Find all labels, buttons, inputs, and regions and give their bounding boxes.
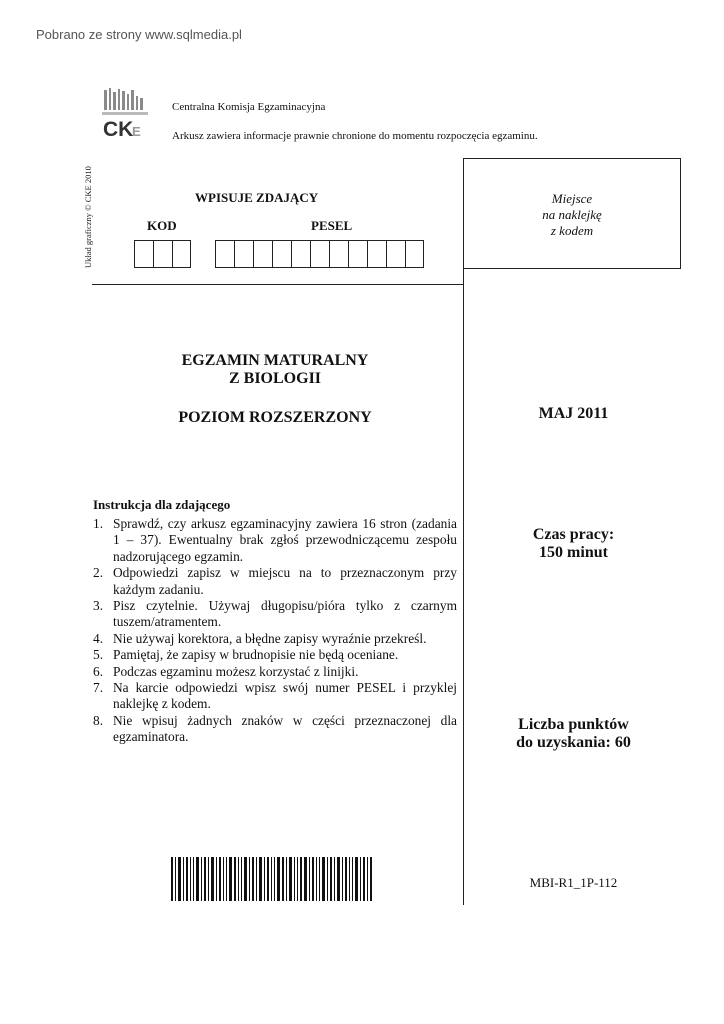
kod-boxes[interactable]: [134, 240, 191, 268]
sticker-text-line2: na naklejkę: [542, 207, 602, 222]
item-number: 8.: [93, 712, 104, 728]
item-text: Nie wpisuj żadnych znaków w części przeznaczonej dla egzaminatora.: [113, 712, 457, 745]
svg-text:E: E: [132, 124, 141, 139]
kod-cell[interactable]: [153, 240, 172, 268]
pesel-cell[interactable]: [348, 240, 367, 268]
item-text: Na karcie odpowiedzi wpisz swój numer PESEL i przyklej naklejkę z kodem.: [113, 680, 457, 712]
list-item: [93, 647, 457, 663]
sticker-text-line3: z kodem: [550, 223, 594, 238]
pesel-cell[interactable]: [215, 240, 234, 268]
time-label: Czas pracy:: [532, 526, 615, 543]
item-text: Pamiętaj, że zapisy w brudnopisie nie będą oceniane.: [113, 647, 399, 663]
barcode-icon: [171, 857, 372, 901]
confidentiality-note: Arkusz zawiera informacje prawnie chronione do momentu rozpoczęcia egzaminu.: [172, 130, 538, 142]
pesel-cell[interactable]: [386, 240, 405, 268]
list-item: [93, 565, 457, 598]
source-note[interactable]: Pobrano ze strony www.sqlmedia.pl: [36, 27, 242, 42]
item-text: Sprawdź, czy arkusz egzaminacyjny zawiera 16 stron (zadania 1 – 37). Ewentualny brak zgłoś przewodniczącemu zespołu nadzorującego egzamin.: [113, 516, 457, 564]
item-text: Pisz czytelnie. Używaj długopisu/pióra tylko z czarnym tuszem/atramentem.: [113, 598, 457, 630]
header-divider-line: [92, 284, 464, 285]
kod-label: KOD: [147, 218, 177, 233]
item-number: 4.: [93, 630, 104, 646]
item-number: 3.: [93, 598, 104, 614]
exam-title-line2: Z BIOLOGII: [228, 370, 322, 387]
exam-date: MAJ 2011: [538, 405, 609, 422]
points-block: [466, 716, 681, 752]
pesel-cell[interactable]: [291, 240, 310, 268]
item-number: 7.: [93, 680, 104, 696]
item-number: 2.: [93, 565, 104, 581]
list-item: [93, 516, 457, 565]
list-item: [93, 598, 457, 631]
pesel-cell[interactable]: [234, 240, 253, 268]
kod-cell[interactable]: [172, 240, 191, 268]
time-block: [466, 526, 681, 562]
instructions-heading: Instrukcja dla zdającego: [93, 497, 231, 512]
kod-cell[interactable]: [134, 240, 153, 268]
item-text: Nie używaj korektora, a błędne zapisy wyraźnie przekreśl.: [113, 630, 427, 646]
organization-name: Centralna Komisja Egzaminacyjna: [172, 101, 326, 113]
exam-code: MBI-R1_1P-112: [529, 875, 618, 890]
item-number: 5.: [93, 647, 104, 663]
exam-level: POZIOM ROZSZERZONY: [178, 409, 372, 426]
item-text: Odpowiedzi zapisz w miejscu na to przeznaczonym przy każdym zadaniu.: [113, 565, 457, 597]
sticker-text-line1: Miejsce: [551, 191, 593, 206]
pesel-cell[interactable]: [272, 240, 291, 268]
list-item: [93, 631, 457, 647]
pesel-cell[interactable]: [405, 240, 424, 268]
pesel-cell[interactable]: [253, 240, 272, 268]
item-number: 6.: [93, 663, 104, 679]
points-value: do uzyskania: 60: [516, 734, 631, 751]
list-item: [93, 664, 457, 680]
copyright-side-text: Układ graficzny © CKE 2010: [83, 166, 93, 268]
list-item: [93, 713, 457, 746]
pesel-cell[interactable]: [310, 240, 329, 268]
list-item: [93, 680, 457, 713]
pesel-cell[interactable]: [367, 240, 386, 268]
pesel-boxes[interactable]: [215, 240, 424, 268]
pesel-label: PESEL: [311, 218, 353, 233]
instructions-list: [93, 516, 457, 746]
exam-title-line1: EGZAMIN MATURALNY: [181, 352, 369, 369]
svg-text:CK: CK: [103, 118, 134, 140]
cke-logo-icon: [102, 88, 148, 140]
time-value: 150 minut: [539, 544, 608, 561]
sticker-box: [463, 158, 681, 269]
points-label: Liczba punktów: [518, 716, 629, 733]
candidate-heading: WPISUJE ZDAJĄCY: [195, 190, 319, 205]
pesel-cell[interactable]: [329, 240, 348, 268]
item-number: 1.: [93, 516, 104, 531]
column-divider-line: [463, 269, 464, 905]
exam-title: [93, 352, 457, 388]
item-text: Podczas egzaminu możesz korzystać z linijki.: [113, 663, 359, 679]
